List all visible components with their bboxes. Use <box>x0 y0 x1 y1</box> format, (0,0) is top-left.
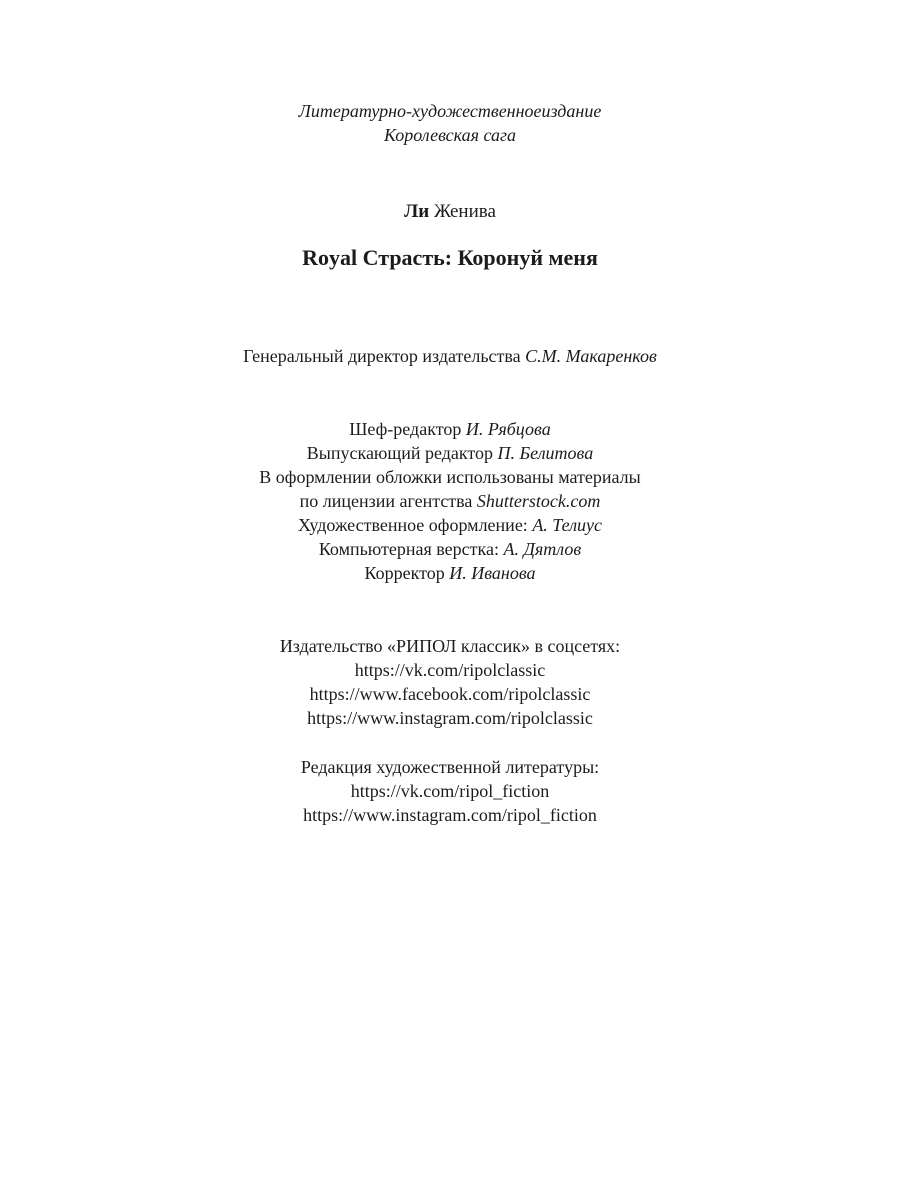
art-design-line <box>0 513 900 537</box>
author-surname: Ли <box>404 201 430 222</box>
director-name: С.М. Макаренков <box>525 346 657 366</box>
proofreader-line <box>0 561 900 585</box>
release-editor-name: П. Белитова <box>497 443 594 463</box>
social-link-vk[interactable]: https://vk.com/ripolclassic <box>354 660 546 680</box>
social-link-facebook[interactable]: https://www.facebook.com/ripolclassic <box>309 684 591 704</box>
layout-line <box>0 537 900 561</box>
series-block <box>0 99 900 147</box>
edition-type: Литературно-художественноеиздание <box>298 101 602 121</box>
chief-editor-line <box>0 417 900 441</box>
cover-materials-line: В оформлении обложки использованы материалы <box>259 467 641 487</box>
social-link-instagram[interactable]: https://www.instagram.com/ripolclassic <box>307 708 593 728</box>
layout-label: Компьютерная верстка: <box>318 539 504 559</box>
author-given-name: Женива <box>433 201 496 222</box>
release-editor-line <box>0 441 900 465</box>
layout-name: А. Дятлов <box>503 539 582 559</box>
author-name <box>0 200 900 224</box>
cover-license-agency: Shutterstock.com <box>476 491 601 511</box>
fiction-link-vk[interactable]: https://vk.com/ripol_fiction <box>350 781 550 801</box>
chief-editor-label: Шеф-редактор <box>349 419 466 439</box>
proofreader-label: Корректор <box>364 563 450 583</box>
cover-license-label: по лицензии агентства <box>299 491 477 511</box>
art-design-label: Художественное оформление: <box>297 515 533 535</box>
fiction-links-block <box>0 755 900 827</box>
social-links-block <box>0 634 900 730</box>
proofreader-name: И. Иванова <box>449 563 536 583</box>
social-heading: Издательство «РИПОЛ классик» в соцсетях: <box>279 636 621 656</box>
series-name: Королевская сага <box>383 125 517 145</box>
cover-license-line <box>0 489 900 513</box>
credits-block <box>0 417 900 585</box>
fiction-heading: Редакция художественной литературы: <box>300 757 600 777</box>
fiction-link-instagram[interactable]: https://www.instagram.com/ripol_fiction <box>303 805 597 825</box>
chief-editor-name: И. Рябцова <box>465 419 551 439</box>
book-title: Royal Страсть: Коронуй меня <box>302 245 598 270</box>
director-label: Генеральный директор издательства <box>243 346 526 366</box>
release-editor-label: Выпускающий редактор <box>306 443 498 463</box>
general-director <box>0 344 900 368</box>
art-design-name: А. Телиус <box>532 515 603 535</box>
